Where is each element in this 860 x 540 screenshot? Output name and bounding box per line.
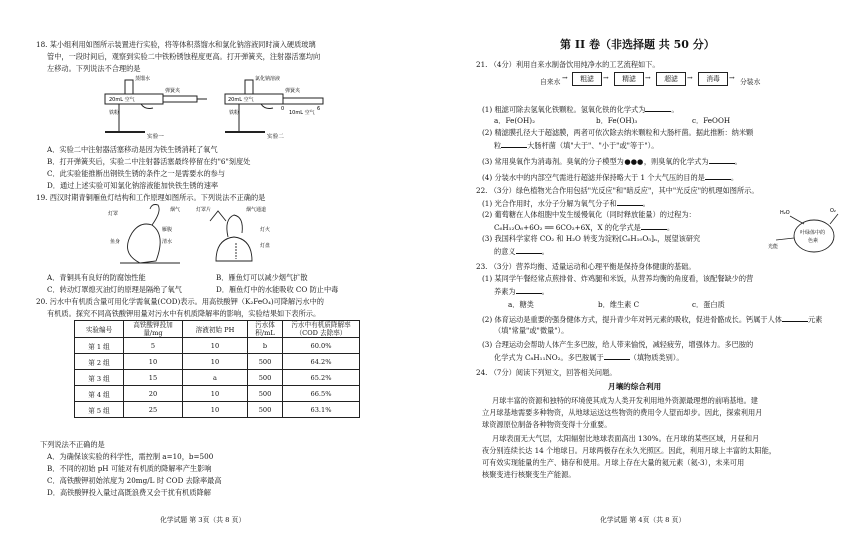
answer-blank [501, 140, 527, 148]
q20-option-d: D．高铁酸钾投入量过高既浪费又会干扰有机质降解 [47, 488, 211, 497]
q22-part1: (1) 光合作用时，水分子分解为氧气分子和 。 [482, 199, 650, 208]
q21-option-a: a．Fe(OH)₂ [494, 116, 535, 125]
table-cell: 10 [183, 354, 248, 370]
table-cell: 20 [124, 386, 183, 402]
lamp-label-shade: 灯罩 [108, 211, 119, 217]
lamp-label-flue: 烟气通道 [246, 207, 267, 213]
q19-option-b: B．雁鱼灯可以减少烟气扩散 [216, 273, 308, 282]
table-cell: 5 [124, 338, 183, 354]
table-cell: 500 [248, 354, 283, 370]
label-scale-6: 6 [317, 106, 321, 112]
table-cell: 66.5% [283, 386, 360, 402]
table-cell: 10 [183, 338, 248, 354]
q21-part2-line2 [494, 140, 658, 150]
table-cell: 第 3 组 [75, 370, 124, 386]
flow-step-box: 精滤 [614, 72, 644, 86]
label-nacl-solution: 氯化钠溶液 [255, 76, 281, 82]
table-cell: 25 [124, 402, 183, 418]
q22-part2: (2) 葡萄糖在人体组胞中发生缓慢氧化（同时释放能量）的过程为： [482, 210, 696, 219]
lamp-label-fish-body: 鱼身 [110, 239, 121, 245]
q20-stem-line1: 20. 污水中有机质含量可用化学需氧量(COD)表示。用高铁酸钾（K₂FeO₄)可降解污水中的 [36, 297, 324, 306]
q18-option-c: C．此实验能推断出钢铁生锈的条件之一是需要水的参与 [47, 169, 226, 178]
answer-blank [604, 352, 630, 360]
q22-stem: 22. （3分）绿色植物光合作用包括"光反应"和"暗反应"，其中"光反应"的机理如图所示。 [476, 186, 759, 195]
q21-part2-suffix: 大肠杆菌（填"大于"、"小于"或"等于"）。 [527, 141, 659, 150]
caption-experiment-1: 实验一 [147, 134, 164, 140]
table-row [75, 402, 360, 418]
label-air-1: 20mL 空气 [109, 97, 135, 103]
q21-stem: 21. （4分）利用自来水制备饮用纯净水的工艺流程如下。 [476, 60, 660, 69]
q21-option-c: c．FeOOH [692, 116, 731, 125]
flow-arrow: → [603, 74, 609, 82]
diagram-label-chlorophyll: 叶绿体中的 [800, 230, 826, 236]
table-cell: 15 [124, 370, 183, 386]
answer-blank [516, 246, 542, 254]
flow-arrow: → [562, 74, 568, 82]
label-scale-0: 0 [281, 106, 285, 112]
passage-line: 夜分别连续长达 14 个地球日。月球两极存在永久光照区。因此，利用月球上丰富的太阳能， [482, 446, 777, 455]
q23-part2-text: (2) 体育运动是重要的强身健体方式，提升青少年对钙元素的吸收，促进骨骼成长。钙属于人体 [482, 315, 782, 324]
q21-part1: (1) 粗滤可除去氢氧化铁颗粒。氢氧化铁的化学式为 。 [482, 105, 679, 114]
flow-arrow: → [729, 74, 735, 82]
table-header-cell: 污水中有机质降解率（COD 去除率） [283, 321, 360, 338]
q21-flow-chart [540, 72, 800, 88]
passage-line: 月球丰富的资源和独特的环境使其成为人类开发利用地外资源最理想的前哨基地。建 [492, 396, 758, 405]
passage-line: 月球表面无大气层，太阳辐射比地球表面高出 130%。在月球的某些区域，月昼和月 [492, 434, 760, 443]
table-header-cell: 污水体积/mL [248, 321, 283, 338]
flow-arrow: → [687, 74, 693, 82]
q23-part3-text: 化学式为 C₈H₁₁NO₂。多巴胺属于 [494, 353, 604, 362]
q18-apparatus-figure [95, 74, 335, 140]
q23-part1-line2: 养素为 。 [494, 287, 549, 296]
q22-equation-text: C₆H₁₂O₆+6O₂ ══ 6CO₂+6X，X 的化学式是 [494, 223, 641, 232]
q19-option-a: A．青铜具有良好的防腐蚀性能 [47, 273, 146, 282]
table-cell: 64.2% [283, 354, 360, 370]
q23-option-a: a．糖类 [508, 300, 534, 309]
q21-part3-text2: ，则臭氧的化学式为 [643, 157, 709, 166]
flow-arrow: → [645, 74, 651, 82]
q20-option-c: C．高铁酸钾初始浓度为 20mg/L 时 COD 去除率最高 [47, 476, 222, 485]
table-cell: 10 [183, 402, 248, 418]
table-cell: 10 [124, 354, 183, 370]
table-cell: 500 [248, 386, 283, 402]
q23-part1-line1: (1) 某同学午餐经常点煎排骨、炸鸡腿和米饭，从营养均衡的角度看，该配餐缺少的营 [482, 274, 754, 283]
label-air-2: 20mL 空气 [228, 97, 254, 103]
table-row [75, 354, 360, 370]
table-cell: 63.1% [283, 402, 360, 418]
q21-part2-prefix: 粒 [494, 141, 502, 150]
q21-part4: (4) 分装水中的内部空气需进行超滤并保持略大于 1 个大气压的目的是 。 [482, 173, 739, 182]
q18-option-b: B．打开弹簧夹后，实验二中注射器活塞最终停留在约"6"刻度处 [47, 157, 251, 166]
flow-step-box: 消毒 [698, 72, 728, 86]
answer-blank [645, 104, 671, 112]
lamp-label-belly: 雁腹 [162, 227, 173, 233]
passage-line: 可有效实现能量的生产、储存和使用。月球上存在大量的氦元素（氦-3），未来可用 [482, 458, 745, 467]
table-cell: 60.0% [283, 338, 360, 354]
q22-part3-text: 的意义 [494, 247, 516, 256]
q23-stem: 23. （3分）营养均衡、适量运动和心理平衡是保持身体健康的基础。 [476, 262, 696, 271]
q23-option-c: c．蛋白质 [692, 300, 725, 309]
q19-option-d: D．雁鱼灯中的水能吸收 CO 防止中毒 [216, 285, 339, 294]
right-page [430, 0, 860, 540]
q23-part2-line1 [482, 314, 822, 324]
q18-stem-line3: 左移动。下列说法不合理的是 [47, 64, 141, 73]
right-page-footer: 化学试题 第 4页（共 8 页） [600, 516, 686, 524]
table-header-cell: 溶液初始 PH [183, 321, 248, 338]
lamp-label-tray: 灯盘 [260, 243, 271, 249]
passage-line: 立月球基地需要多种物资，从地球运送这些物资的费用令人望而却步。因此，探索利用月 [482, 408, 763, 417]
diagram-label-o2: O₂ [830, 208, 836, 214]
q21-part3: (3) 常用臭氧作为消毒剂。臭氧的分子模型为●●●，则臭氧的化学式为 。 [482, 157, 742, 166]
label-clip-2: 弹簧夹 [285, 88, 301, 94]
flow-start-label: 自来水 [540, 78, 561, 86]
flow-end-label: 分装水 [740, 78, 761, 86]
q22-part3-line2: 的意义 。 [494, 247, 549, 256]
diagram-label-h2o: H₂O [780, 210, 790, 216]
flow-step-box: 超滤 [656, 72, 686, 86]
flow-step-box: 粗滤 [572, 72, 602, 86]
q22-part3-line1: (3) 我国科学家将 CO₂ 和 H₂O 转变为淀粉[C₆H₁₀O₅]ₙ，展望该研究 [482, 234, 701, 243]
q22-part2-equation: C₆H₁₂O₆+6O₂ ══ 6CO₂+6X，X 的化学式是 。 [494, 223, 675, 232]
table-header-cell: 高铁酸钾投加量/mg [124, 321, 183, 338]
table-cell: 第 2 组 [75, 354, 124, 370]
q22-part1-text: (1) 光合作用时，水分子分解为氧气分子和 [482, 199, 617, 208]
q18-option-a: A．实验二中注射器活塞移动是因为铁生锈消耗了氧气 [47, 145, 218, 154]
q21-option-b: b．Fe(OH)₃ [596, 116, 638, 125]
q21-part1-text: (1) 粗滤可除去氢氧化铁颗粒。氢氧化铁的化学式为 [482, 105, 646, 114]
table-cell: 第 5 组 [75, 402, 124, 418]
q18-stem-line1: 18. 某小组利用如图所示装置进行实验，将等体积蒸馏水和氯化钠溶液同时滴入硬质玻璃 [36, 40, 316, 49]
caption-experiment-2: 实验二 [267, 134, 284, 140]
lamp-label-shade-piece: 灯罩片 [196, 207, 212, 213]
passage-line: 核聚变进行核聚变生产能源。 [482, 470, 576, 479]
passage-line: 球资源原位制备各种物资变得十分重要。 [482, 420, 612, 429]
answer-blank [705, 172, 731, 180]
q21-part2-line1: (2) 精滤膜孔径大于超滤膜，两者可依次除去纳米颗粒和大肠杆菌。据此推断：纳米颗 [482, 128, 754, 137]
q20-stem-line2: 有机质。探究不同高铁酸钾用量对污水中有机质降解率的影响，实验结果如下表所示。 [47, 309, 321, 318]
table-row [75, 338, 360, 354]
q23-part3-line2 [494, 352, 684, 362]
q18-stem-line2: 管中，一段时间后，观察到实验二中铁粉锈蚀程度更高。打开弹簧夹，注射器活塞均向 [47, 52, 321, 61]
q18-option-d: D．通过上述实验可知氯化钠溶液能加快铁生锈的速率 [47, 181, 219, 190]
label-iron-2: 铁粉 [229, 110, 240, 116]
q21-part3-text: (3) 常用臭氧作为消毒剂。臭氧的分子模型为 [482, 157, 624, 166]
table-cell: a [183, 370, 248, 386]
answer-blank [709, 156, 735, 164]
table-cell: 500 [248, 370, 283, 386]
q20-data-table [74, 320, 360, 418]
diagram-label-light: 光能 [768, 244, 779, 250]
label-distilled-water: 蒸馏水 [135, 76, 151, 82]
answer-blank [641, 222, 667, 230]
table-row [75, 386, 360, 402]
lamp-label-water: 清水 [162, 239, 173, 245]
lamp-label-flame: 灯火 [260, 227, 271, 233]
q24-passage-title: 月壤的综合利用 [608, 382, 662, 391]
table-cell: 10 [183, 386, 248, 402]
q19-lamp-figure [100, 203, 300, 271]
q20-question: 下列说法不正确的是 [40, 440, 105, 449]
table-cell: 第 4 组 [75, 386, 124, 402]
table-row [75, 370, 360, 386]
answer-blank [617, 198, 643, 206]
label-clip-1: 弹簧夹 [165, 88, 181, 94]
q24-stem: 24. （7分）阅读下列短文，回答相关问题。 [476, 368, 617, 377]
q23-part2-line2: （填"常量"或"微量"）。 [494, 326, 569, 335]
diagram-label-pigment: 色素 [808, 238, 819, 244]
q19-option-c: C．转动灯罩熄灭油灯的原理是隔绝了氧气 [47, 285, 182, 294]
q23-option-b: b．维生素 C [598, 300, 640, 309]
q23-part2-text2: 元素 [807, 315, 823, 324]
q21-part4-text: (4) 分装水中的内部空气需进行超滤并保持略大于 1 个大气压的目的是 [482, 173, 705, 182]
table-cell: b [248, 338, 283, 354]
ozone-molecule-icon: ●●● [624, 157, 644, 166]
q23-part1-text: 养素为 [494, 287, 516, 296]
answer-blank [782, 314, 808, 322]
table-header-cell: 实验编号 [75, 321, 124, 338]
q22-light-reaction-diagram [768, 206, 844, 258]
label-iron-1: 铁粉 [109, 110, 120, 116]
table-cell: 500 [248, 402, 283, 418]
q23-part3-line1: (3) 合理运动会帮助人体产生多巴胺，给人带来愉悦，减轻疲劳，增强体力。多巴胺的 [482, 340, 754, 349]
table-header-row [75, 321, 360, 338]
table-cell: 第 1 组 [75, 338, 124, 354]
answer-blank [516, 286, 542, 294]
label-air-3: 10mL 空气 [289, 110, 315, 116]
q20-option-a: A．为确保该实验的科学性，需控制 a=10，b=500 [47, 452, 214, 461]
table-cell: 65.2% [283, 370, 360, 386]
left-page-footer: 化学试题 第 3页（共 8 页） [160, 516, 246, 524]
q20-option-b: B．不同的初始 pH 可能对有机质的降解率产生影响 [47, 464, 212, 473]
lamp-label-smoke: 烟气 [170, 207, 181, 213]
q23-part3-text2: （填物质类别）。 [629, 353, 684, 362]
section-title: 第 II 卷（非选择题 共 50 分） [560, 38, 715, 51]
q19-stem: 19. 西汉时期青铜雁鱼灯结构和工作原理如图所示。下列说法不正确的是 [36, 193, 266, 202]
